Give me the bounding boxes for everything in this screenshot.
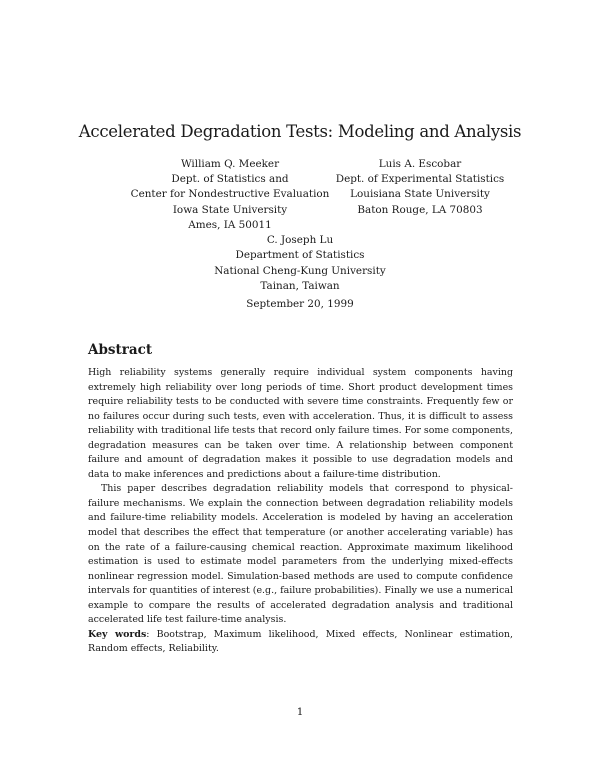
- author-block-meeker: [120, 157, 340, 233]
- author-name: Luis A. Escobar: [378, 158, 462, 170]
- author-affiliation-line: Department of Statistics: [235, 249, 365, 262]
- paper-title: Accelerated Degradation Tests: Modeling and Analysis: [78, 122, 522, 141]
- keywords-line: [88, 628, 513, 657]
- author-block-escobar: [320, 157, 520, 218]
- author-block-lu: [0, 233, 600, 294]
- author-affiliation-line: Tainan, Taiwan: [260, 279, 340, 292]
- author-affiliation-line: Louisiana State University: [350, 188, 490, 201]
- author-affiliation-line: Dept. of Experimental Statistics: [335, 173, 505, 186]
- author-affiliation-line: Ames, IA 50011: [188, 218, 272, 231]
- author-name: William Q. Meeker: [180, 158, 280, 170]
- author-affiliation-line: Dept. of Statistics and: [171, 173, 289, 186]
- abstract-paragraph: This paper describes degradation reliability models that correspond to physical-failure mechanisms. We explain the connection between degradation reliability models and failure-time reliability models. Acceleration is modeled by having an acceleration model that describes the effect that temperature (or another accelerating variable) has on the rate of a failure-causing chemical reaction. Approximate maximum likelihood estimation is used to estimate model parameters from the underlying mixed-effects nonlinear regression model. Simulation-based methods are used to compute confidence intervals for quantities of interest (e.g., failure probabilities). Finally we use a numerical example to compare the results of accelerated degradation analysis and traditional accelerated life test failure-time analysis.: [88, 483, 513, 626]
- keywords-text: : Bootstrap, Maximum likelihood, Mixed effects, Nonlinear estimation, Random effects, Reliability.: [88, 628, 513, 655]
- abstract-heading: Abstract: [88, 342, 153, 358]
- abstract-paragraph: High reliability systems generally require individual system components having extremely high reliability over long periods of time. Short product development times require reliability tests to be conducted with severe time constraints. Frequently few or no failures occur during such tests, even with acceleration. Thus, it is difficult to assess reliability with traditional life tests that record only failure times. For some components, degradation measures can be taken over time. A relationship between component failure and amount of degradation makes it possible to use degradation models and data to make inferences and predictions about a failure-time distribution.: [88, 367, 513, 480]
- keywords-label: Key words: [88, 628, 147, 640]
- abstract-body: [88, 366, 513, 657]
- author-affiliation-line: National Cheng-Kung University: [214, 264, 386, 277]
- author-name: C. Joseph Lu: [266, 234, 334, 246]
- author-affiliation-line: Center for Nondestructive Evaluation: [130, 188, 330, 201]
- author-affiliation-line: Baton Rouge, LA 70803: [357, 203, 483, 216]
- paper-date: September 20, 1999: [246, 298, 354, 310]
- author-affiliation-line: Iowa State University: [172, 203, 288, 216]
- page-number: 1: [296, 706, 304, 718]
